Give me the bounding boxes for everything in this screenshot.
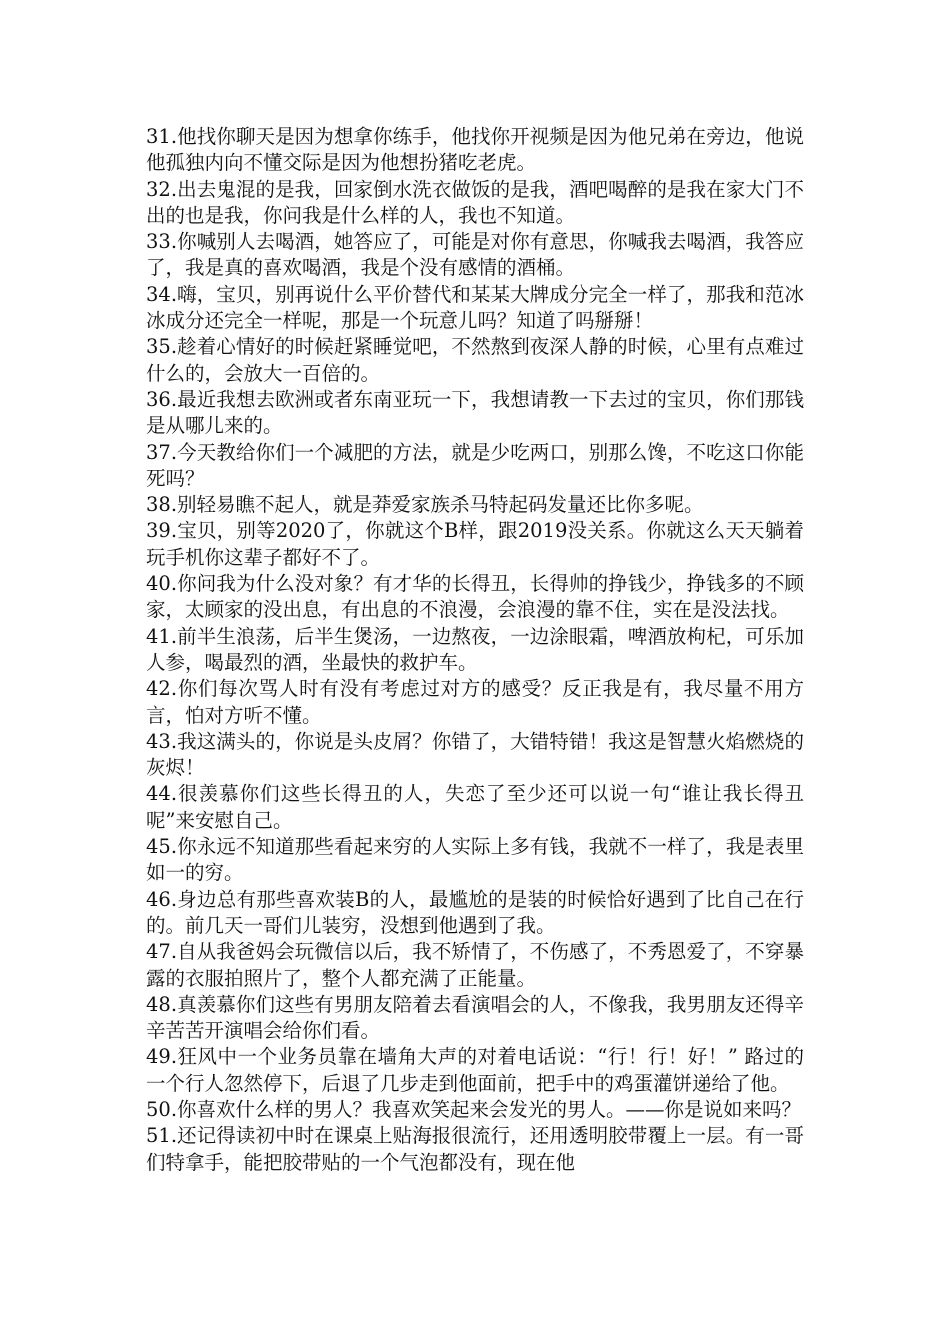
paragraph-44: 44.很羡慕你们这些长得丑的人，失恋了至少还可以说一句“谁让我长得丑呢”来安慰自己。 xyxy=(146,782,804,832)
paragraph-47: 47.自从我爸妈会玩微信以后，我不矫情了，不伤感了，不秀恩爱了，不穿暴露的衣服拍照片了，整个人都充满了正能量。 xyxy=(146,940,804,990)
paragraph-46: 46.身边总有那些喜欢装B的人，最尴尬的是装的时候恰好遇到了比自己在行的。前几天一哥们儿装穷，没想到他遇到了我。 xyxy=(146,887,804,937)
paragraph-33: 33.你喊别人去喝酒，她答应了，可能是对你有意思，你喊我去喝酒，我答应了，我是真的喜欢喝酒，我是个没有感情的酒桶。 xyxy=(146,230,804,280)
paragraph-43: 43.我这满头的，你说是头皮屑？你错了，大错特错！我这是智慧火焰燃烧的灰烬！ xyxy=(146,729,804,780)
paragraph-41: 41.前半生浪荡，后半生煲汤，一边熬夜，一边涂眼霜，啤酒放枸杞，可乐加人参，喝最烈的酒，坐最快的救护车。 xyxy=(146,624,804,674)
paragraph-34: 34.嗨，宝贝，别再说什么平价替代和某某大牌成分完全一样了，那我和范冰冰成分还完全一样呢，那是一个玩意儿吗？知道了吗掰掰！ xyxy=(146,282,804,333)
paragraph-32: 32.出去鬼混的是我，回家倒水洗衣做饭的是我，酒吧喝醉的是我在家大门不出的也是我，你问我是什么样的人，我也不知道。 xyxy=(146,177,804,227)
paragraph-48: 48.真羡慕你们这些有男朋友陪着去看演唱会的人，不像我，我男朋友还得辛辛苦苦开演唱会给你们看。 xyxy=(146,992,804,1043)
paragraph-51: 51.还记得读初中时在课桌上贴海报很流行，还用透明胶带覆上一层。有一哥们特拿手，能把胶带贴的一个气泡都没有，现在他 xyxy=(146,1124,804,1174)
paragraph-49: 49.狂风中一个业务员靠在墙角大声的对着电话说：“行！行！好！” 路过的一个行人忽然停下，后退了几步走到他面前，把手中的鸡蛋灌饼递给了他。 xyxy=(146,1045,804,1095)
paragraph-45: 45.你永远不知道那些看起来穷的人实际上多有钱，我就不一样了，我是表里如一的穷。 xyxy=(146,835,804,885)
paragraph-40: 40.你问我为什么没对象？有才华的长得丑，长得帅的挣钱少，挣钱多的不顾家，太顾家的没出息，有出息的不浪漫，会浪漫的靠不住，实在是没法找。 xyxy=(146,572,804,622)
paragraph-35: 35.趁着心情好的时候赶紧睡觉吧，不然熬到夜深人静的时候，心里有点难过什么的，会放大一百倍的。 xyxy=(146,335,804,385)
paragraph-31: 31.他找你聊天是因为想拿你练手，他找你开视频是因为他兄弟在旁边，他说他孤独内向不懂交际是因为他想扮猪吃老虎。 xyxy=(146,125,804,175)
paragraph-37: 37.今天教给你们一个减肥的方法，就是少吃两口，别那么馋，不吃这口你能死吗？ xyxy=(146,440,804,490)
paragraph-38: 38.别轻易瞧不起人，就是莽爱家族杀马特起码发量还比你多呢。 xyxy=(146,493,704,517)
paragraph-50: 50.你喜欢什么样的男人？我喜欢笑起来会发光的男人。——你是说如来吗？ xyxy=(146,1097,802,1121)
document-body xyxy=(146,124,804,1176)
paragraph-42: 42.你们每次骂人时有没有考虑过对方的感受？反正我是有，我尽量不用方言，怕对方听不懂。 xyxy=(146,677,804,727)
paragraph-36: 36.最近我想去欧洲或者东南亚玩一下，我想请教一下去过的宝贝，你们那钱是从哪儿来的。 xyxy=(146,387,804,438)
paragraph-39: 39.宝贝，别等2020了，你就这个B样，跟2019没关系。你就这么天天躺着玩手机你这辈子都好不了。 xyxy=(146,519,804,569)
